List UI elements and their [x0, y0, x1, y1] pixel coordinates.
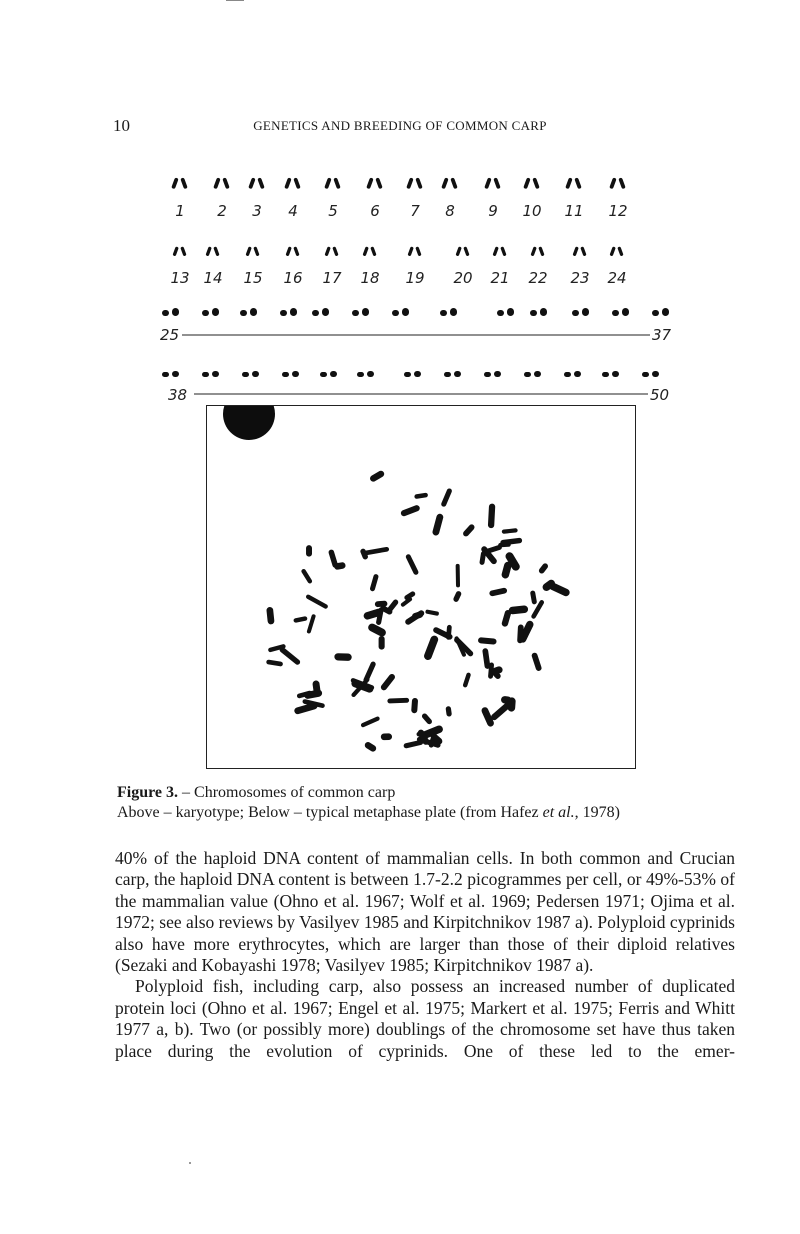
chromosome-pair	[463, 246, 469, 256]
metaphase-chromosome	[482, 648, 491, 669]
acrocentric-chromosome	[622, 308, 629, 316]
chromosome-pair	[213, 246, 219, 256]
paragraph-2: Polyploid fish, including carp, also possess an increased number of duplicated protein loci (Ohno et al. 1967; Engel et al. 1975; Markert et al. 1975; Ferris and Whitt 1977 a, b). Two (or possibly more) doublings of the chromosome set have thus taken place during the evolution of cyprinids. One of these led to the emer-	[115, 976, 735, 1061]
scan-mark	[226, 0, 244, 1]
chromosome-number: 22	[528, 269, 548, 287]
acrocentric-chromosome	[402, 308, 409, 316]
metaphase-chromosome	[445, 706, 452, 717]
chromosome-pair	[245, 246, 251, 256]
acrocentric-chromosome	[642, 372, 649, 377]
karyotype-row-1	[171, 177, 627, 220]
chromosome-pair	[538, 246, 544, 256]
chromosome-number: 4	[288, 202, 298, 220]
chromosome-pair	[370, 246, 376, 256]
metaphase-chromosome	[414, 493, 428, 500]
acrocentric-chromosome	[612, 371, 619, 377]
metaphase-chromosome	[508, 605, 528, 614]
acrocentric-chromosome	[440, 310, 447, 316]
metaphase-chromosome	[375, 601, 388, 608]
chromosome-number: 1	[175, 202, 185, 220]
acrocentric-chromosome	[612, 310, 619, 316]
acrocentric-chromosome	[497, 310, 504, 316]
chromosome-pair	[572, 246, 578, 256]
chromosome-pair	[324, 177, 331, 189]
acrocentric-chromosome	[494, 371, 501, 377]
row4-start-label: 38	[168, 386, 188, 400]
chromosome-number: 11	[564, 202, 584, 220]
chromosome-pair	[248, 177, 255, 189]
chromosome-pair	[375, 177, 382, 189]
acrocentric-chromosome	[172, 371, 179, 377]
acrocentric-chromosome	[252, 371, 259, 377]
acrocentric-chromosome	[362, 308, 369, 316]
metaphase-chromosome	[456, 564, 460, 588]
chromosome-pair	[415, 177, 422, 189]
chromosome-pair	[530, 246, 536, 256]
dark-blot	[223, 406, 275, 440]
acrocentric-chromosome	[367, 371, 374, 377]
chromosome-number: 20	[453, 269, 473, 287]
metaphase-chromosome	[462, 672, 471, 688]
chromosome-pair	[532, 177, 539, 189]
chromosome-pair	[492, 246, 498, 256]
metaphase-chromosomes	[266, 470, 571, 753]
chromosome-pair	[617, 246, 623, 256]
chromosome-pair	[450, 177, 457, 189]
chromosome-number: 24	[607, 269, 627, 287]
chromosome-pair	[500, 246, 506, 256]
chromosome-number: 9	[488, 202, 498, 220]
metaphase-chromosome	[293, 616, 307, 623]
acrocentric-chromosome	[312, 310, 319, 316]
acrocentric-chromosome	[564, 372, 571, 377]
acrocentric-chromosome	[507, 308, 514, 316]
chromosome-pair	[406, 177, 413, 189]
row4-end-label: 50	[650, 386, 670, 400]
metaphase-chromosome	[478, 637, 497, 645]
acrocentric-chromosome	[162, 372, 169, 377]
metaphase-chromosome	[381, 733, 392, 740]
metaphase-chromosome	[367, 622, 387, 638]
acrocentric-chromosome	[484, 372, 491, 377]
figure-caption-line-2: Above – karyotype; Below – typical metaphase plate (from Hafez et al., 1978)	[117, 804, 620, 821]
metaphase-chromosome	[538, 562, 549, 574]
metaphase-image	[207, 406, 635, 768]
acrocentric-chromosome	[582, 308, 589, 316]
acrocentric-chromosome	[282, 372, 289, 377]
metaphase-chromosome	[440, 488, 452, 508]
chromosome-pair	[180, 177, 187, 189]
acrocentric-chromosome	[602, 372, 609, 377]
chromosome-pair	[213, 177, 220, 189]
karyotype-figure	[160, 160, 680, 400]
chromosome-pair	[484, 177, 491, 189]
metaphase-chromosome	[489, 587, 508, 596]
metaphase-chromosome	[404, 609, 425, 626]
chromosome-number: 16	[283, 269, 303, 287]
metaphase-chromosome	[411, 698, 418, 714]
running-head: GENETICS AND BREEDING OF COMMON CARP	[253, 118, 547, 133]
chromosome-pair	[180, 246, 186, 256]
metaphase-chromosome	[301, 568, 313, 584]
acrocentric-chromosome	[172, 308, 179, 316]
chromosome-number: 17	[322, 269, 342, 287]
chromosome-number: 3	[252, 202, 262, 220]
chromosome-pair	[284, 177, 291, 189]
metaphase-chromosome	[380, 673, 397, 692]
speck	[189, 1162, 191, 1164]
chromosome-number: 8	[445, 202, 455, 220]
acrocentric-chromosome	[250, 308, 257, 316]
metaphase-chromosome	[387, 698, 409, 704]
body-text	[115, 848, 735, 1062]
metaphase-chromosome	[405, 553, 419, 575]
acrocentric-chromosome	[524, 372, 531, 377]
row3-start-label: 25	[160, 326, 180, 344]
metaphase-chromosome	[266, 659, 283, 666]
paragraph-1: 40% of the haploid DNA content of mammalian cells. In both common and Crucian carp, the haploid DNA content is between 1.7-2.2 picogrammes per cell, or 49%-53% of the mammalian value (Ohno et al. 1967; Wolf et al. 1969; Pedersen 1971; Ojima et al. 1972; see also reviews by Vasilyev 1985 and Kirpitchnikov 1987 a). Polyploid cyprinids also have more erythrocytes, which are larger than those of their diploid relatives (Sezaki and Kobayashi 1978; Vasilyev 1985; Kirpitchnikov 1987 a).	[115, 848, 735, 976]
chromosome-number: 10	[522, 202, 542, 220]
metaphase-chromosome	[452, 590, 462, 603]
chromosome-pair	[609, 246, 615, 256]
metaphase-chromosome	[462, 523, 476, 537]
metaphase-chromosome	[488, 503, 496, 528]
acrocentric-chromosome	[292, 371, 299, 377]
chromosome-number: 13	[170, 269, 190, 287]
metaphase-chromosome	[369, 470, 386, 483]
acrocentric-chromosome	[444, 372, 451, 377]
chromosome-number: 6	[370, 202, 380, 220]
acrocentric-chromosome	[404, 372, 411, 377]
metaphase-chromosome	[479, 551, 486, 566]
chromosome-number: 12	[608, 202, 628, 220]
chromosome-number: 14	[203, 269, 223, 287]
chromosome-pair	[222, 177, 229, 189]
chromosome-pair	[523, 177, 530, 189]
metaphase-chromosome	[403, 739, 423, 748]
metaphase-chromosome	[530, 590, 537, 605]
acrocentric-chromosome	[414, 371, 421, 377]
chromosome-pair	[366, 177, 373, 189]
chromosome-pair	[257, 177, 264, 189]
acrocentric-chromosome	[534, 371, 541, 377]
chromosome-pair	[171, 177, 178, 189]
chromosome-pair	[441, 177, 448, 189]
metaphase-chromosome	[531, 652, 542, 672]
metaphase-chromosome	[306, 614, 316, 634]
chromosome-pair	[580, 246, 586, 256]
acrocentric-chromosome	[540, 308, 547, 316]
chromosome-number: 23	[570, 269, 590, 287]
figure-caption-line-1	[117, 783, 620, 803]
metaphase-chromosome	[363, 661, 377, 684]
metaphase-chromosome	[379, 636, 385, 650]
karyotype-row-4	[162, 371, 659, 377]
figure-title: – Chromosomes of common carp	[178, 784, 396, 801]
chromosome-pair	[332, 246, 338, 256]
chromosome-pair	[362, 246, 368, 256]
metaphase-chromosome	[502, 528, 518, 534]
chromosome-pair	[618, 177, 625, 189]
chromosome-number: 7	[410, 202, 420, 220]
acrocentric-chromosome	[290, 308, 297, 316]
chromosome-pair	[205, 246, 211, 256]
acrocentric-chromosome	[202, 310, 209, 316]
acrocentric-chromosome	[572, 310, 579, 316]
karyotype-row-3	[162, 308, 669, 316]
metaphase-chromosome	[501, 561, 513, 579]
acrocentric-chromosome	[652, 371, 659, 377]
acrocentric-chromosome	[652, 310, 659, 316]
acrocentric-chromosome	[240, 310, 247, 316]
row3-end-label: 37	[652, 326, 672, 344]
chromosome-number: 19	[405, 269, 425, 287]
metaphase-chromosome	[400, 504, 421, 517]
acrocentric-chromosome	[357, 372, 364, 377]
metaphase-chromosome	[425, 609, 439, 616]
figure-caption	[117, 783, 620, 823]
chromosome-number: 21	[490, 269, 510, 287]
metaphase-chromosome	[517, 624, 524, 643]
acrocentric-chromosome	[212, 308, 219, 316]
acrocentric-chromosome	[212, 371, 219, 377]
acrocentric-chromosome	[242, 372, 249, 377]
chromosome-pair	[172, 246, 178, 256]
metaphase-chromosome	[305, 594, 328, 610]
acrocentric-chromosome	[352, 310, 359, 316]
metaphase-chromosome	[266, 607, 274, 625]
metaphase-chromosome	[421, 712, 433, 725]
chromosome-pair	[293, 246, 299, 256]
chromosome-pair	[565, 177, 572, 189]
chromosome-pair	[415, 246, 421, 256]
acrocentric-chromosome	[392, 310, 399, 316]
metaphase-chromosome	[432, 513, 444, 536]
chromosome-number: 15	[243, 269, 263, 287]
metaphase-chromosome	[423, 634, 439, 661]
chromosome-pair	[285, 246, 291, 256]
acrocentric-chromosome	[574, 371, 581, 377]
acrocentric-chromosome	[322, 308, 329, 316]
acrocentric-chromosome	[454, 371, 461, 377]
page-number: 10	[113, 116, 130, 135]
chromosome-pair	[324, 246, 330, 256]
acrocentric-chromosome	[320, 372, 327, 377]
chromosome-pair	[293, 177, 300, 189]
acrocentric-chromosome	[330, 371, 337, 377]
chromosome-pair	[609, 177, 616, 189]
chromosome-pair	[493, 177, 500, 189]
acrocentric-chromosome	[530, 310, 537, 316]
chromosome-pair	[407, 246, 413, 256]
metaphase-chromosome	[306, 545, 312, 556]
chromosome-pair	[253, 246, 259, 256]
figure-label: Figure 3.	[117, 784, 179, 801]
acrocentric-chromosome	[450, 308, 457, 316]
metaphase-chromosome	[500, 538, 522, 546]
chromosome-number: 5	[328, 202, 338, 220]
chromosome-pair	[333, 177, 340, 189]
chromosome-pair	[455, 246, 461, 256]
chromosome-pair	[574, 177, 581, 189]
metaphase-chromosome	[364, 741, 378, 753]
karyotype-row-2	[170, 246, 626, 287]
acrocentric-chromosome	[280, 310, 287, 316]
chromosome-number: 18	[360, 269, 380, 287]
metaphase-plate	[206, 405, 636, 769]
acrocentric-chromosome	[662, 308, 669, 316]
metaphase-chromosome	[360, 716, 380, 728]
acrocentric-chromosome	[202, 372, 209, 377]
acrocentric-chromosome	[162, 310, 169, 316]
chromosome-number: 2	[217, 202, 227, 220]
metaphase-chromosome	[334, 653, 352, 661]
metaphase-chromosome	[369, 574, 379, 592]
